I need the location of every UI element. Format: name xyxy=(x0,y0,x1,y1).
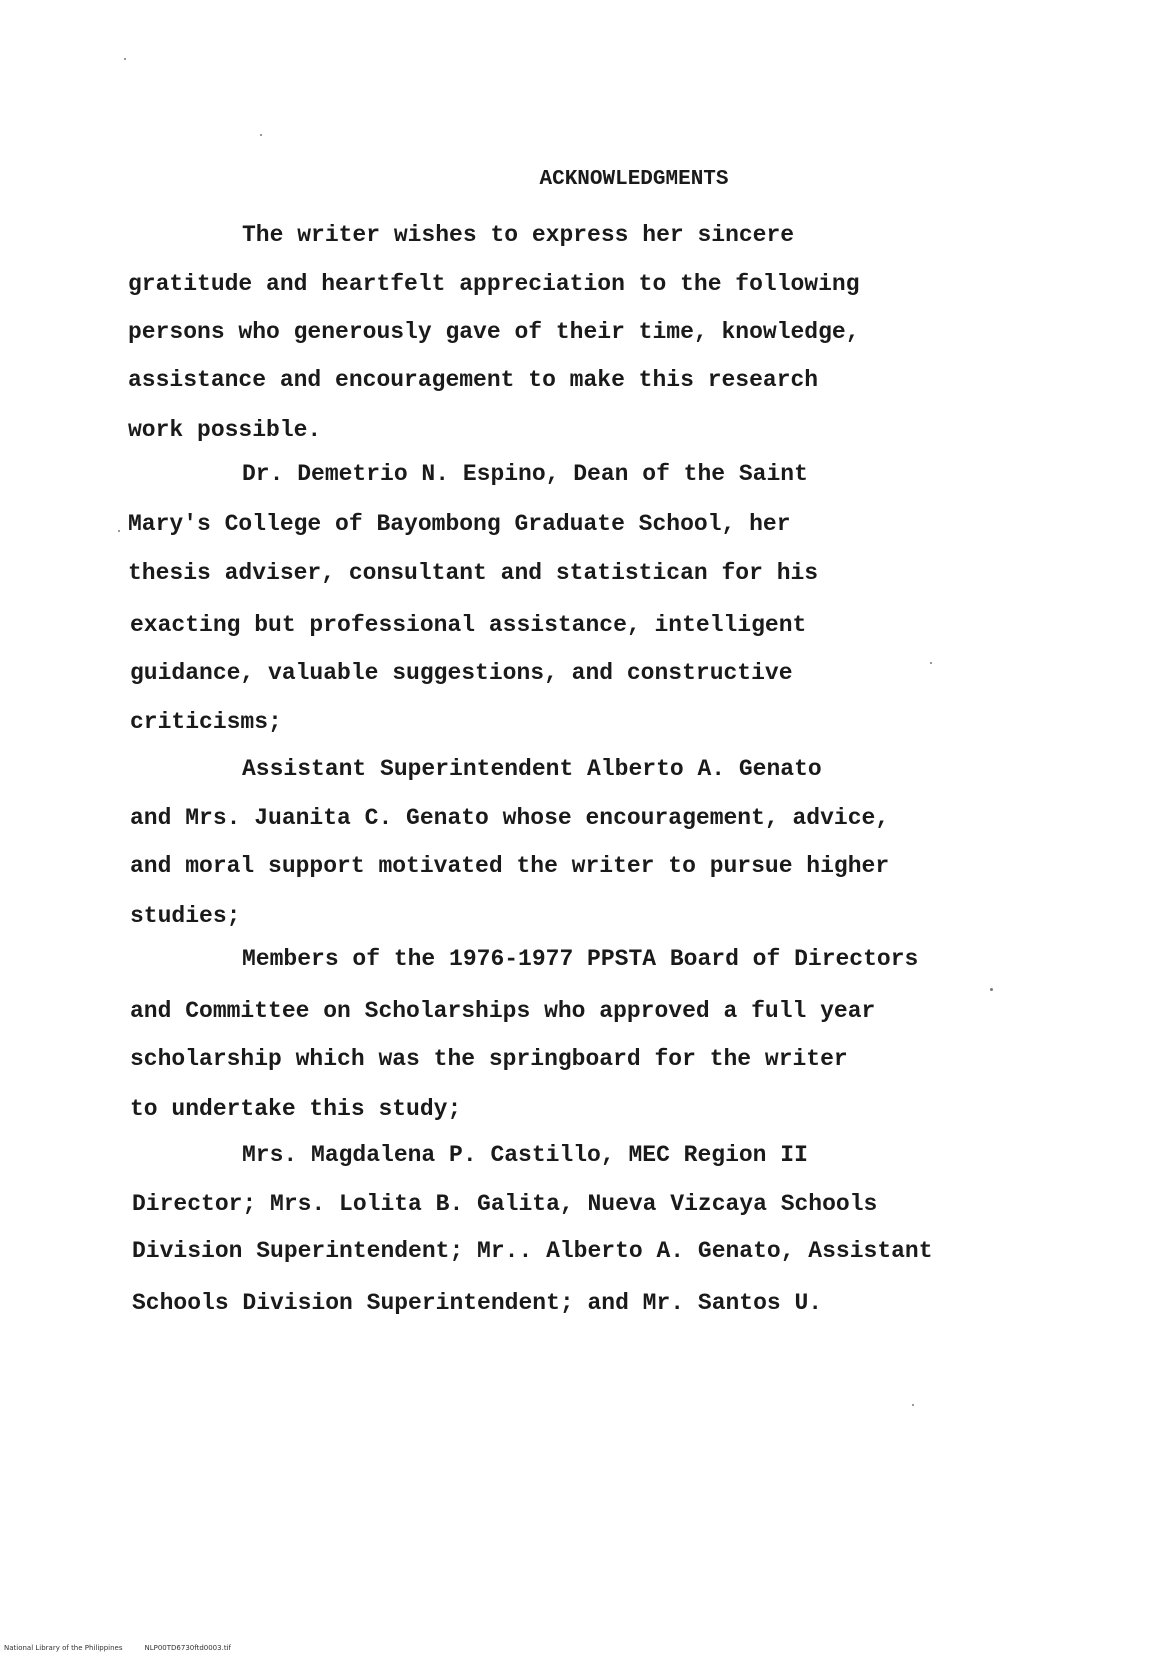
page-title: ACKNOWLEDGMENTS xyxy=(539,168,729,191)
text-line: Director; Mrs. Lolita B. Galita, Nueva Vizcaya Schools xyxy=(132,1191,878,1217)
text-line: thesis adviser, consultant and statistican for his xyxy=(128,560,819,586)
text-line: Mrs. Magdalena P. Castillo, MEC Region II xyxy=(242,1142,808,1168)
text-line: The writer wishes to express her sincere xyxy=(242,222,795,248)
scan-speck xyxy=(990,988,993,991)
text-line: and Committee on Scholarships who approved a full year xyxy=(130,998,876,1024)
text-line: Mary's College of Bayombong Graduate School, her xyxy=(128,511,791,537)
text-line: Dr. Demetrio N. Espino, Dean of the Saint xyxy=(242,461,808,487)
text-line: guidance, valuable suggestions, and constructive xyxy=(130,660,793,686)
footer-library: National Library of the Philippines xyxy=(4,1644,123,1652)
scan-speck xyxy=(930,662,932,664)
text-line: criticisms; xyxy=(130,709,282,735)
text-line: exacting but professional assistance, intelligent xyxy=(130,612,807,638)
text-line: Division Superintendent; Mr.. Alberto A. Genato, Assistant xyxy=(132,1238,933,1264)
text-line: Assistant Superintendent Alberto A. Genato xyxy=(242,756,822,782)
scan-speck xyxy=(118,530,120,532)
text-line: Schools Division Superintendent; and Mr. Santos U. xyxy=(132,1290,823,1316)
text-line: Members of the 1976-1977 PPSTA Board of Directors xyxy=(242,946,919,972)
scan-speck xyxy=(912,1404,914,1406)
text-line: and Mrs. Juanita C. Genato whose encouragement, advice, xyxy=(130,805,890,831)
text-line: gratitude and heartfelt appreciation to the following xyxy=(128,271,860,297)
text-line: studies; xyxy=(130,903,241,929)
text-line: assistance and encouragement to make this research xyxy=(128,367,819,393)
text-line: to undertake this study; xyxy=(130,1096,462,1122)
scan-footer xyxy=(4,1644,253,1652)
footer-filename: NLP00TD6730ftd0003.tif xyxy=(144,1644,231,1652)
text-line: scholarship which was the springboard for the writer xyxy=(130,1046,848,1072)
text-line: work possible. xyxy=(128,417,322,443)
text-line: and moral support motivated the writer to pursue higher xyxy=(130,853,890,879)
text-line: persons who generously gave of their time, knowledge, xyxy=(128,319,860,345)
scan-speck xyxy=(124,58,126,60)
scan-speck xyxy=(260,134,262,136)
